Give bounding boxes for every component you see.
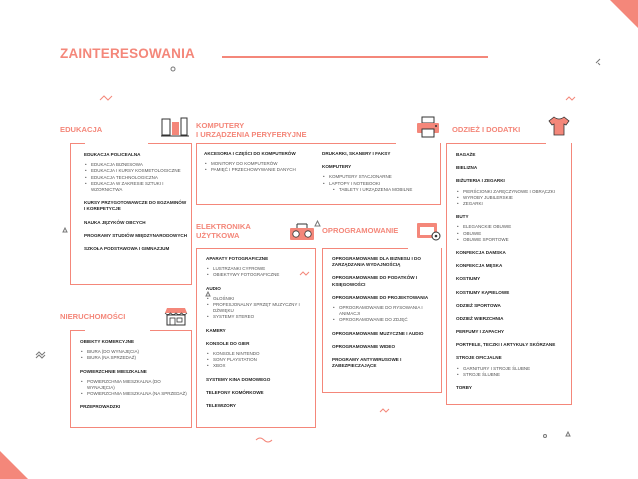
list-item: TELEFONY KOMÓRKOWE [206,389,264,395]
sub-list-item: • ZEGARKI [456,201,568,207]
sub-list-item: • EDUKACJA TECHNOLOGICZNA [84,175,188,181]
section-title-odziez: ODZIEŻ I DODATKI [452,125,521,134]
sub-list-item: • EDUKACJA BIZNESOWA [84,162,188,168]
elektronika-list [206,256,312,409]
list-item: BAGAŻE [456,152,476,157]
sub-list [456,366,568,378]
list-item: DRUKARKI, SKANERY I FAKSY [322,151,391,156]
corner-decoration-top-right [610,0,638,28]
sub-list-item: • EDUKACJA W ZAKRESIE SZTUKI I WZORNICTWA [84,181,188,193]
list-item: BIŻUTERIA I ZEGARKI [456,178,505,184]
section-title-elektronika [196,222,251,240]
sub-list [456,189,568,208]
books-icon [160,116,190,138]
list-item: PROGRAMY ANTYWIRUSOWE I ZABEZPIECZAJĄCE [332,356,402,369]
sub-list-item: • ELEGANCKIE OBUWIE [456,224,568,230]
list-item: KOSTIUMY [456,276,481,282]
page-title: ZAINTERESOWANIA [60,46,196,61]
zigzag-shape [36,355,45,358]
list-item: AKCESORIA I CZĘŚCI DO KOMPUTERÓW [204,151,296,156]
sub-list [332,305,438,324]
section-title-nieruchomosci: NIERUCHOMOŚCI [60,312,126,321]
list-item: KONFEKCJA MĘSKA [456,263,503,269]
list-item: AUDIO [206,285,221,291]
list-item: POWIERZCHNIE MIESZKALNE [80,368,147,374]
list-item: BIELIZNA [456,165,478,171]
list-item: KOMPUTERY [322,164,352,170]
list-item: OBIEKTY KOMERCYJNE [80,339,135,344]
list-item: KONSOLE DO GIER [206,340,250,346]
sub-list-item: • EDUKACJA I KURSY KOSMETOLOGICZNE [84,168,188,174]
zigzag-shape [100,96,112,100]
sub-list-item: • GŁOŚNIKI [206,296,312,302]
sub-list [206,351,312,370]
list-item: SYSTEMY KINA DOMOWEGO [206,376,271,382]
sub-list-item: • POWIERZCHNIA MIESZKALNA (DO WYNAJĘCIA) [80,379,188,391]
sub-list [80,349,188,361]
triangle-shape [566,432,570,436]
komputery-col1 [204,151,309,174]
odziez-list [456,152,568,391]
sub-list [456,224,568,243]
list-item: PORTFELE, TECZKI I ARTYKUŁY SKÓRZANE [456,342,556,348]
ring-shape [171,67,175,71]
software-window-icon [414,220,442,242]
list-item: TORBY [456,385,472,391]
list-item: STROJE OFICJALNE [456,355,502,361]
list-item: EDUKACJA POLICEALNA [84,152,141,157]
sub-list-item: • POWIERZCHNIA MIESZKALNA (NA SPRZEDAŻ) [80,391,188,397]
ring-shape [544,435,547,438]
sub-list-item: • SONY PLAYSTATION [206,357,312,363]
sub-list-item: • OBUWIE [456,231,568,237]
sub-list [80,379,188,398]
sub-list-item: • OPROGRAMOWANIE DO ZDJĘĆ [332,317,438,323]
list-item: ODZIEŻ WIERZCHNIA [456,315,504,321]
sub-list-item: • OPROGRAMOWANIE DO RYSOWANIA I ANIMACJI [332,305,438,317]
list-item: TELEWIZORY [206,402,236,408]
section-title-line: UŻYTKOWA [196,231,240,241]
sub-list-item: • PIERŚCIONKI ZARĘCZYNOWE I OBRĄCZKI [456,189,568,195]
list-item: APARATY FOTOGRAFICZNE [206,256,269,261]
oprogramowanie-list [332,256,438,369]
triangle-shape [63,228,67,232]
sub-list [206,296,312,321]
sub-list-item: • STROJE ŚLUBNE [456,372,568,378]
section-title-line: KOMPUTERY [196,121,245,130]
list-item: KONFEKCJA DAMSKA [456,249,506,255]
sub-list-item: • PAMIĘĆ I PRZECHOWYWANIE DANYCH [204,167,309,173]
sub-list-item: • SYSTEMY STEREO [206,314,312,320]
sub-list-item: • BIURA (DO WYNAJĘCIA) [80,349,188,355]
zigzag-shape [566,97,575,100]
list-item: ODZIEŻ SPORTOWA [456,302,501,308]
sub-list-item: • PROFESJONALNY SPRZĘT MUZYCZNY I DŹWIĘKU [206,302,312,314]
list-item: KAMERY [206,327,226,333]
list-item: KURSY PRZYGOTOWAWCZE DO EGZAMINÓW I KOREPETYCJE [84,200,187,212]
sub-list-item: • GARNITURY I STROJE ŚLUBNE [456,366,568,372]
sub-list-item: • OBUWIE SPORTOWE [456,237,568,243]
list-item: NAUKA JĘZYKÓW OBCYCH [84,219,146,225]
list-item: SZKOŁA PODSTAWOWA I GIMNAZJUM [84,245,170,251]
list-item: BUTY [456,214,469,220]
corner-decoration-bottom-left [0,451,28,479]
title-underline [222,56,488,58]
sub-list-item: • OBIEKTYWY FOTOGRAFICZNE [206,272,312,278]
sub-list [204,161,309,173]
printer-icon [414,115,442,139]
sub-list-item: • LAPTOPY I NOTEBOOKI [322,181,437,187]
wave-shape [256,438,272,442]
sub-list-item: • LUSTRZANKI CYFROWE [206,266,312,272]
zigzag-shape [380,409,389,412]
sub-list-item: • XBOX [206,363,312,369]
list-item: OPROGRAMOWANIE DO PROJEKTOWANIA [332,294,429,300]
section-title-edukacja: EDUKACJA [60,125,103,134]
zigzag-shape [36,352,45,355]
list-item: PRZEPROWADZKI [80,404,121,410]
section-title-komputery [196,121,307,139]
section-title-oprogramowanie: OPROGRAMOWANIE [322,226,399,235]
edukacja-list [84,152,188,252]
sub-list-item: • MONITORY DO KOMPUTERÓW [204,161,309,167]
section-title-line: I URZĄDZENIA PERYFERYJNE [196,130,307,140]
sub-list [206,266,312,278]
sub-list [322,174,437,193]
sub-list-item: • WYROBY JUBILERSKIE [456,195,568,201]
list-item: PERFUMY I ZAPACHY [456,329,505,335]
sub-list-item: • BIURA (NA SPRZEDAŻ) [80,355,188,361]
nieruchomosci-list [80,339,188,411]
sub-list-item: • TABLETY I URZĄDZENIA MOBILNE [332,187,437,193]
list-item: OPROGRAMOWANIE DLA BIZNESU I DO ZARZĄDZANIA WYDAJNOŚCIĄ [332,256,421,268]
list-item: PROGRAMY STUDIÓW MIĘDZYNARODOWYCH [84,232,188,238]
list-item: KOSTIUMY KĄPIELOWE [456,289,510,295]
cross-shape [596,59,600,65]
boombox-icon [288,222,316,242]
tshirt-icon [546,114,572,138]
komputery-col2 [322,151,437,193]
list-item: OPROGRAMOWANIE MUZYCZNE I AUDIO [332,330,424,336]
list-item: OPROGRAMOWANIE WIDEO [332,343,396,349]
shop-building-icon [163,305,189,327]
section-title-line: ELEKTRONIKA [196,222,251,231]
sub-list [84,162,188,193]
sub-list-item: • KOMPUTERY STACJONARNE [322,174,437,180]
sub-list-item: • KONSOLE NINTENDO [206,351,312,357]
list-item: OPROGRAMOWANIE DO PODATKÓW I KSIĘGOWOŚCI [332,275,418,287]
